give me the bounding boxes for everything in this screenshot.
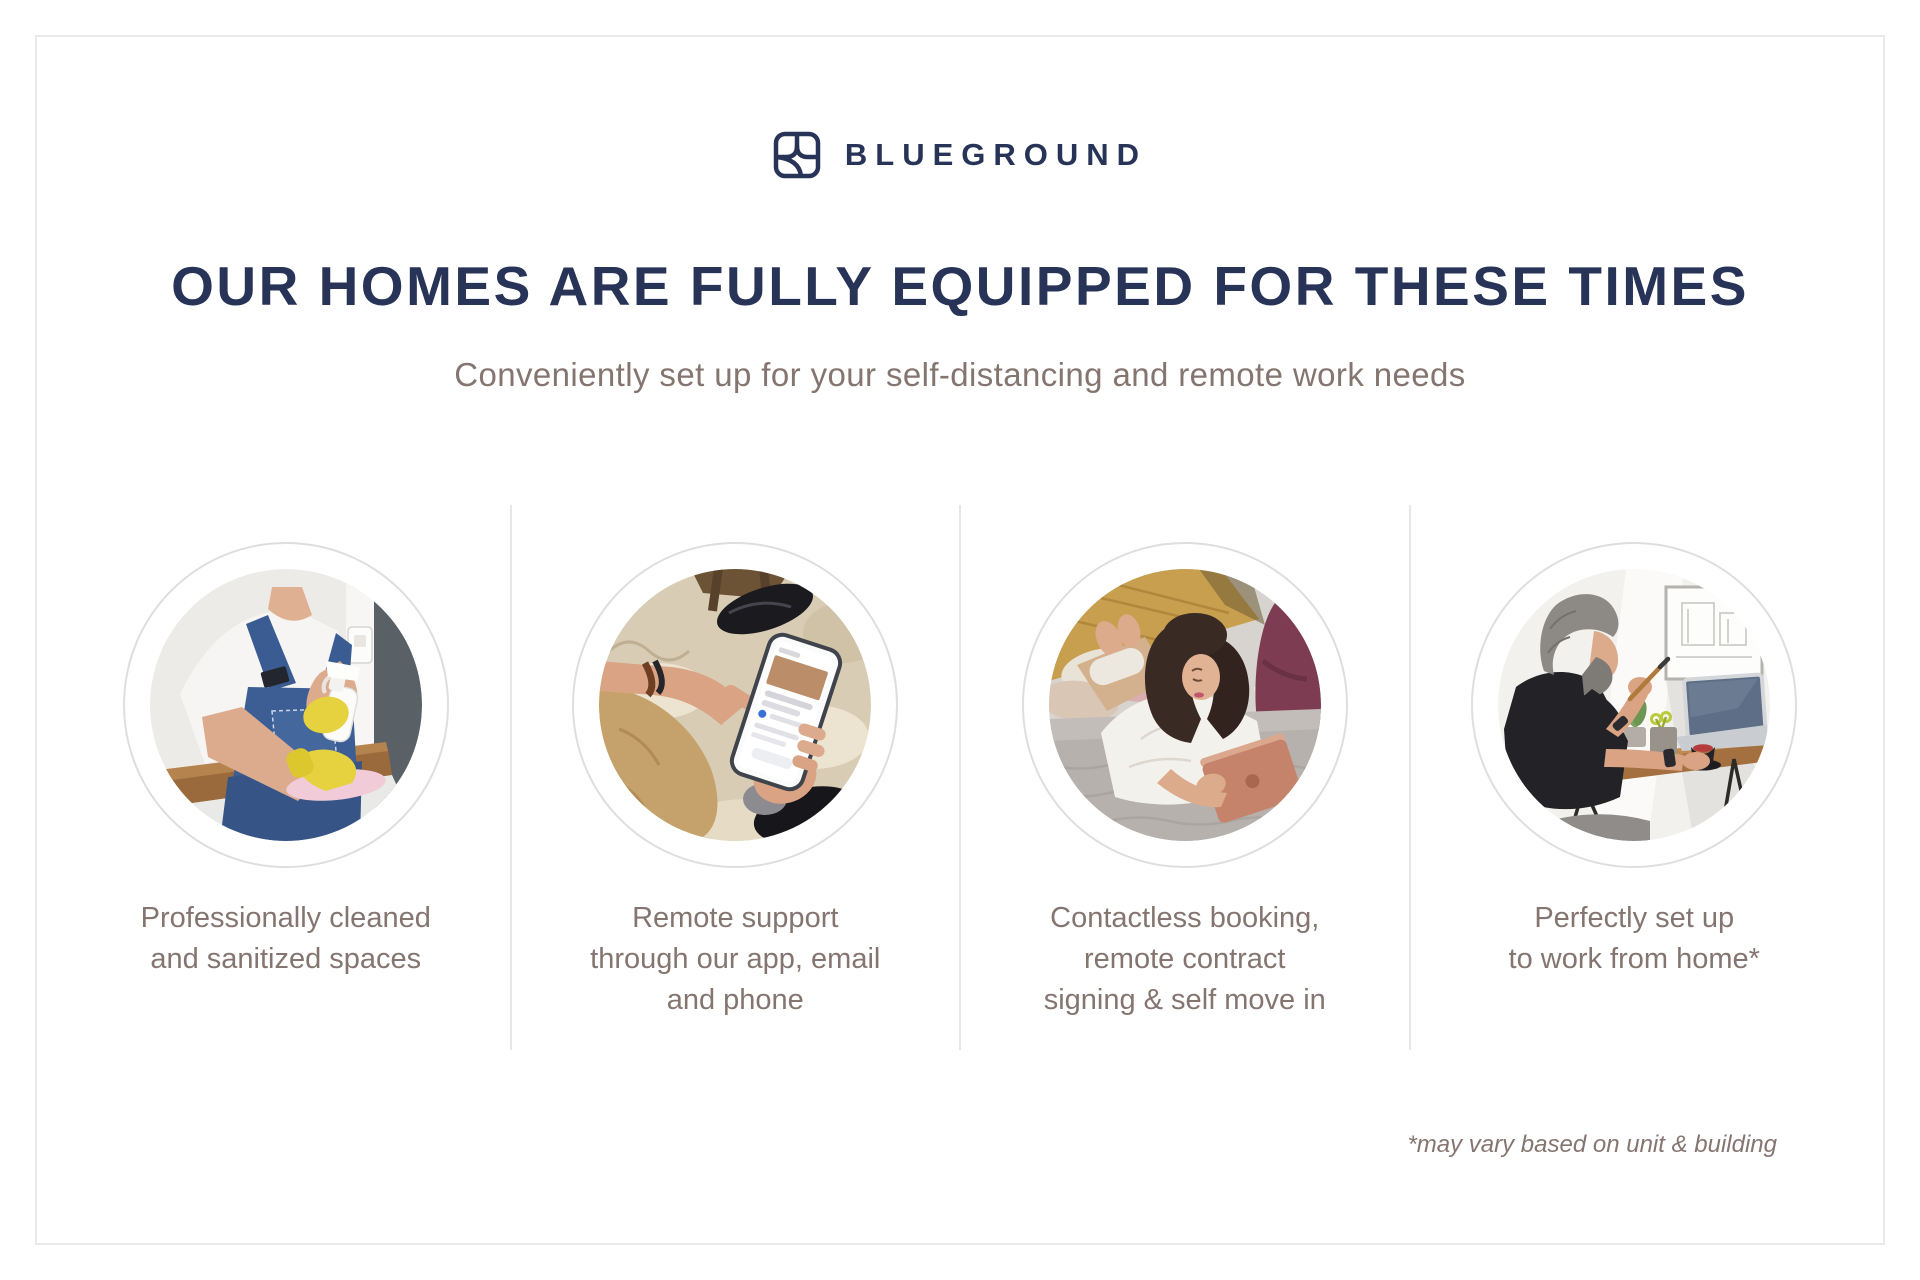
tablet-on-bed-photo <box>1049 569 1321 841</box>
caption-line: through our app, email <box>590 943 881 975</box>
feature-caption <box>520 898 952 1021</box>
page-subtitle: Conveniently set up for your self-distancing and remote work needs <box>454 356 1466 393</box>
caption-line: Professionally cleaned <box>140 902 431 934</box>
features-row <box>62 505 1858 1050</box>
caption-line: Remote support <box>632 902 839 934</box>
feature-card-work-from-home <box>1409 505 1859 1050</box>
caption-line: to work from home* <box>1508 943 1760 975</box>
caption-line: Contactless booking, <box>1050 902 1320 934</box>
photo-ring <box>1471 542 1797 868</box>
phone-app-photo <box>599 569 871 841</box>
blueground-window-icon <box>773 131 821 179</box>
photo-ring <box>572 542 898 868</box>
footnote: *may vary based on unit & building <box>1407 1131 1777 1158</box>
caption-line: remote contract <box>1084 943 1286 975</box>
feature-card-remote-support <box>510 505 960 1050</box>
feature-card-contactless-booking <box>959 505 1409 1050</box>
home-office-photo <box>1498 569 1770 841</box>
brand-name: BLUEGROUND <box>844 137 1148 172</box>
brand-logo <box>0 131 1920 179</box>
photo-ring <box>1022 542 1348 868</box>
caption-line: signing & self move in <box>1043 984 1326 1016</box>
page-title: OUR HOMES ARE FULLY EQUIPPED FOR THESE TIMES <box>171 255 1749 317</box>
caption-line: and sanitized spaces <box>150 943 422 975</box>
photo-ring <box>123 542 449 868</box>
caption-line: and phone <box>666 984 804 1016</box>
feature-caption <box>70 898 502 980</box>
cleaning-photo <box>150 569 422 841</box>
feature-card-cleaning <box>62 505 510 1050</box>
feature-caption <box>1419 898 1851 980</box>
caption-line: Perfectly set up <box>1534 902 1735 934</box>
feature-caption <box>969 898 1401 1021</box>
